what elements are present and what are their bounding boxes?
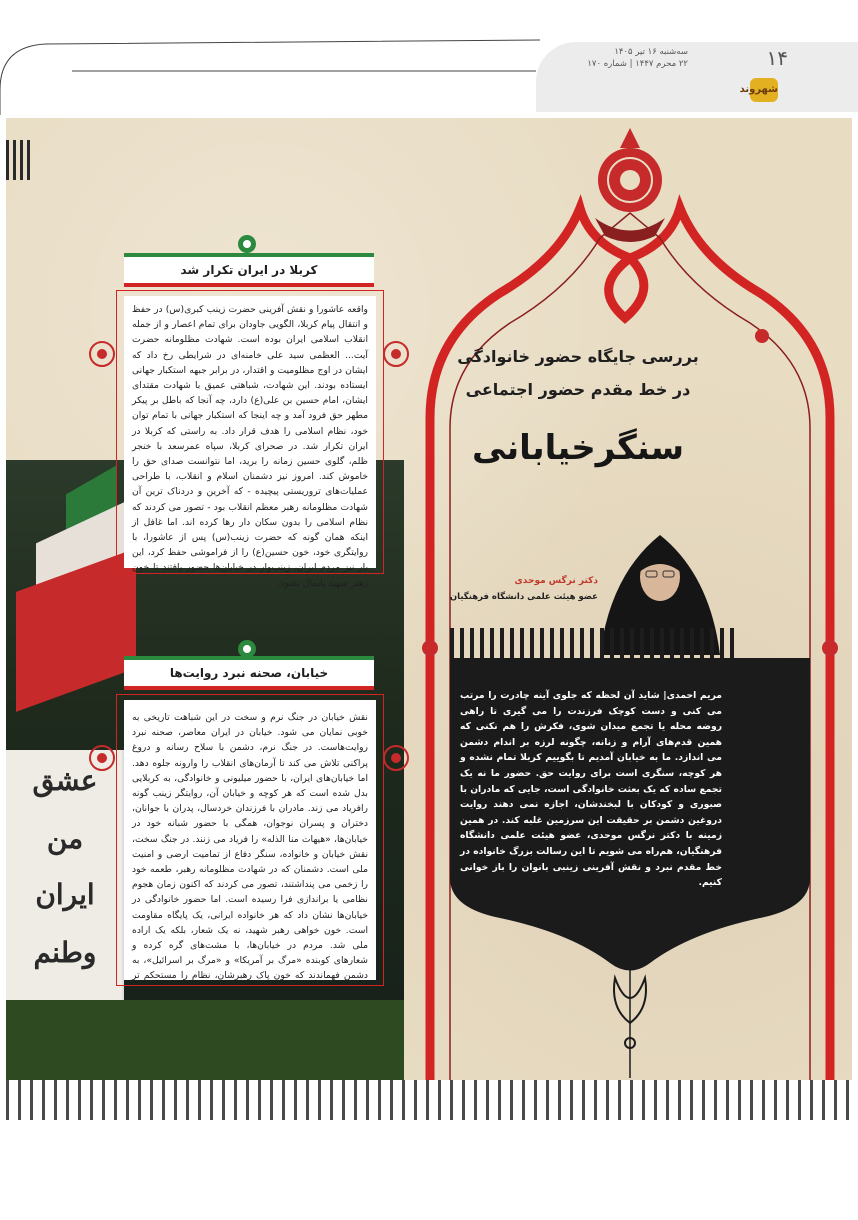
article2-title: خیابان، صحنه نبرد روایت‌ها: [124, 656, 374, 690]
page-number: ۱۴: [766, 46, 788, 70]
photo-grass: [6, 1000, 404, 1080]
emblem-icon: [238, 235, 256, 253]
article1-title: کربلا در ایران تکرار شد: [124, 253, 374, 287]
header-tab: [536, 42, 858, 112]
arch-pendant: [614, 963, 646, 1078]
protest-banner: [6, 750, 124, 1000]
article1-body: واقعه عاشورا و نقش آفرینی حضرت زینب کبری(س) در حفظ و انتقال پیام کربلا، الگویی جاودان برای تمام اعصار و از جمله انقلاب اسلامی ایران بوده است. شهادت مظلومانه حضرت آیت... العظمی سید علی خامنه‌ای در شرایطی رخ داد که ایشان در اوج مظلومیت و اقتدار، در برابر جبهه استکبار جهانی ایستاده بودند. این شهادت، شباهتی عمیق با شهادت مقتدای ایشان، امام حسین بن علی(ع) دارد، چه آنجا که باطل بر پیکر مطهر حق فرود آمد و چه اینجا که استکبار جهانی با تمام توان خود، نظام اسلامی را هدف قرار داد. به راستی که کربلا در ایران تکرار شد. در صحرای کربلا، سپاه عمرسعد با خنجر ظلم، گلوی حسین زمانه را برید، اما نتوانست صدای حق را خاموش کند. امروز نیز دشمنان اسلام و انقلاب، با طراحی عملیات‌های تروریستی پیچیده - که آخرین و دردناک ترین آن شهادت مظلومانه رهبر معظم انقلاب بود - تصور می کردند که نظام اسلامی را بدون سکان دار رها کرده اند. اما غافل از اینکه همان گونه که حضرت زینب(س) پس از عاشورا، با روایتگری خود، خون حسین(ع) را از فراموشی حفظ کرد، این بار نیز مردم ایران، زینب‌وار در خیابان‌ها حضور یافتند تا خون رهبر شهید پایمال نشود.: [132, 304, 368, 589]
headline-line-2: در خط مقدم حضور اجتماعی: [465, 380, 691, 399]
article2-body: نقش خیابان در جنگ نرم و سخت در این شباهت تاریخی به خوبی نمایان می شود. خیابان در ایران معاصر، صحنه نبرد روایت‌هاست. در جنگ نرم، دشمن با سلاح رسانه و دروغ پراکنی تلاش می کند تا آرمان‌های انقلاب را وارونه جلوه دهد. اما خیابان‌های ایران، با حضور میلیونی و خانوادگی، به کربلایی بدل شده است که هر کوچه و خیابان آن، روایتگر زینب گونه رافریاد می زند. مادران با فرزندان خردسال، پدران با جوانان، دختران و پسران نوجوان، همگی با حضور شبانه خود در خیابان‌ها، «هیهات منا الذله» را فریاد می زنند. در جنگ سخت، نقش خیابان و خانواده، سنگر دفاع از تمامیت ارضی و امنیت ملی است. دشمنان که در شهادت مظلومانه رهبر، طعمه خود را زخمی می پنداشتند، تصور می کردند که اکنون زمان هجوم نظامی یا براندازی فرا رسیده است. اما حضور خانوادگی در خیابان‌ها نشان داد که هر خانواده ایرانی، یک پایگاه مقاومت است. خون خواهی رهبر شهید، نه یک شعار، بلکه یک اراده ملی شد. مردم در خیابان‌ها، با مشت‌های گره کرده و شعارهای کوبنده «مرگ بر آمریکا» و «مرگ بر اسرائیل»، به دشمن فهماندند که خون پاک رهبرشان، نظام را مستحکم تر ساخت.: [132, 712, 368, 997]
banner-line-1: عشق: [32, 764, 98, 797]
bottom-ornament-strip: [6, 1080, 852, 1120]
corner-ornament: [6, 140, 34, 180]
publication-logo: شهروند: [750, 78, 778, 102]
lace-ornament: [450, 628, 740, 658]
issue-number: ۲۲ محرم ۱۴۴۷ | شماره ۱۷۰: [587, 59, 688, 69]
rosette-icon: [84, 740, 120, 776]
author-role: عضو هیئت علمی دانشگاه فرهنگیان: [449, 592, 598, 602]
rosette-icon: [84, 336, 120, 372]
headline-line-1: بررسی جایگاه حضور خانوادگی: [457, 347, 699, 366]
issue-date: سه‌شنبه ۱۶ تیر ۱۴۰۵: [614, 47, 688, 57]
rosette-icon: [378, 336, 414, 372]
banner-line-2: من: [46, 822, 84, 855]
banner-line-3: ایران: [35, 878, 95, 911]
rosette-icon: [378, 740, 414, 776]
main-title: سنگرخیابانی: [471, 428, 685, 468]
author-name: دکتر نرگس موحدی: [514, 576, 598, 586]
arch-finial: [595, 128, 665, 242]
intro-paragraph: مریم احمدی| شاید آن لحظه که جلوی آینه چادرت را مرتب می کنی و دست کوچک فرزندت را می گیری تا راهی روضه محله یا تجمع میدان شوی، فکرش را هم نکنی که همین قدم‌های آرام و زنانه، چگونه لرزه بر اندام دشمن می اندازد. ما به خیابان آمدیم تا بگوییم کربلا تمام نشده و هر کوچه، سنگری است برای روایت حق. حضور ما نه یک تجمع ساده که یک بعثت خانوادگی است، جایی که مادران با صبوری و کودکان با لبخندشان، اجازه نمی دهند روایت دروغین دشمن بر حقیقت این سرزمین غلبه کند. در همین زمینه با دکتر نرگس موحدی، عضو هیئت علمی دانشگاه فرهنگیان، هم‌راه می شویم تا این رسالت بزرگ خانواده در خط مقدم نبرد و نقش آفرینی زینبی بانوان را باز خوانی کنیم.: [460, 690, 722, 889]
banner-line-4: وطنم: [33, 936, 97, 969]
